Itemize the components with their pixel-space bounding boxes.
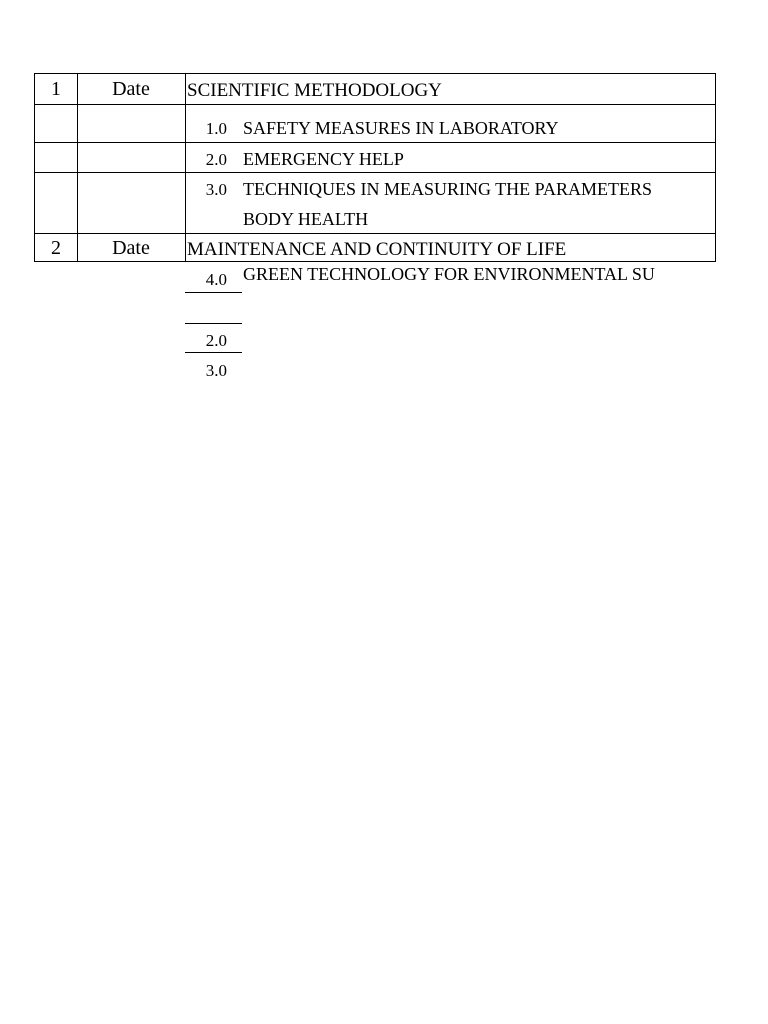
subtopic-number: 3.0	[205, 180, 227, 199]
subtopic-number: 3.0	[205, 361, 227, 380]
row-date: Date	[112, 78, 150, 100]
row-number: 1	[51, 78, 61, 100]
table-column-divider	[77, 73, 78, 262]
subtopic-number: 1.0	[205, 119, 227, 138]
row-date: Date	[112, 237, 150, 259]
subtopic-title: EMERGENCY HELP	[243, 149, 404, 169]
underline-rule	[185, 292, 242, 293]
table-border-top	[34, 73, 716, 74]
table-column-divider	[185, 73, 186, 262]
table-border-right	[715, 73, 716, 262]
row-topic-title: SCIENTIFIC METHODOLOGY	[187, 80, 442, 101]
subtopic-number: 4.0	[205, 270, 227, 289]
row-topic-title: MAINTENANCE AND CONTINUITY OF LIFE	[187, 239, 567, 260]
subtopic-title: SAFETY MEASURES IN LABORATORY	[243, 118, 559, 138]
subtopic-title: TECHNIQUES IN MEASURING THE PARAMETERS	[243, 179, 653, 199]
table-row-divider	[34, 233, 716, 234]
subtopic-number: 2.0	[205, 150, 227, 169]
subtopic-title-continuation: BODY HEALTH	[243, 209, 369, 229]
row-number: 2	[51, 237, 61, 259]
table-row-divider	[34, 142, 716, 143]
subtopic-number: 2.0	[205, 331, 227, 350]
subtopic-title: GREEN TECHNOLOGY FOR ENVIRONMENTAL SU	[243, 264, 655, 284]
underline-rule	[185, 352, 242, 353]
table-row-divider	[34, 104, 716, 105]
table-border-bottom	[34, 261, 716, 262]
underline-rule	[185, 323, 242, 324]
table-border-left	[34, 73, 35, 262]
table-row-divider	[34, 172, 716, 173]
